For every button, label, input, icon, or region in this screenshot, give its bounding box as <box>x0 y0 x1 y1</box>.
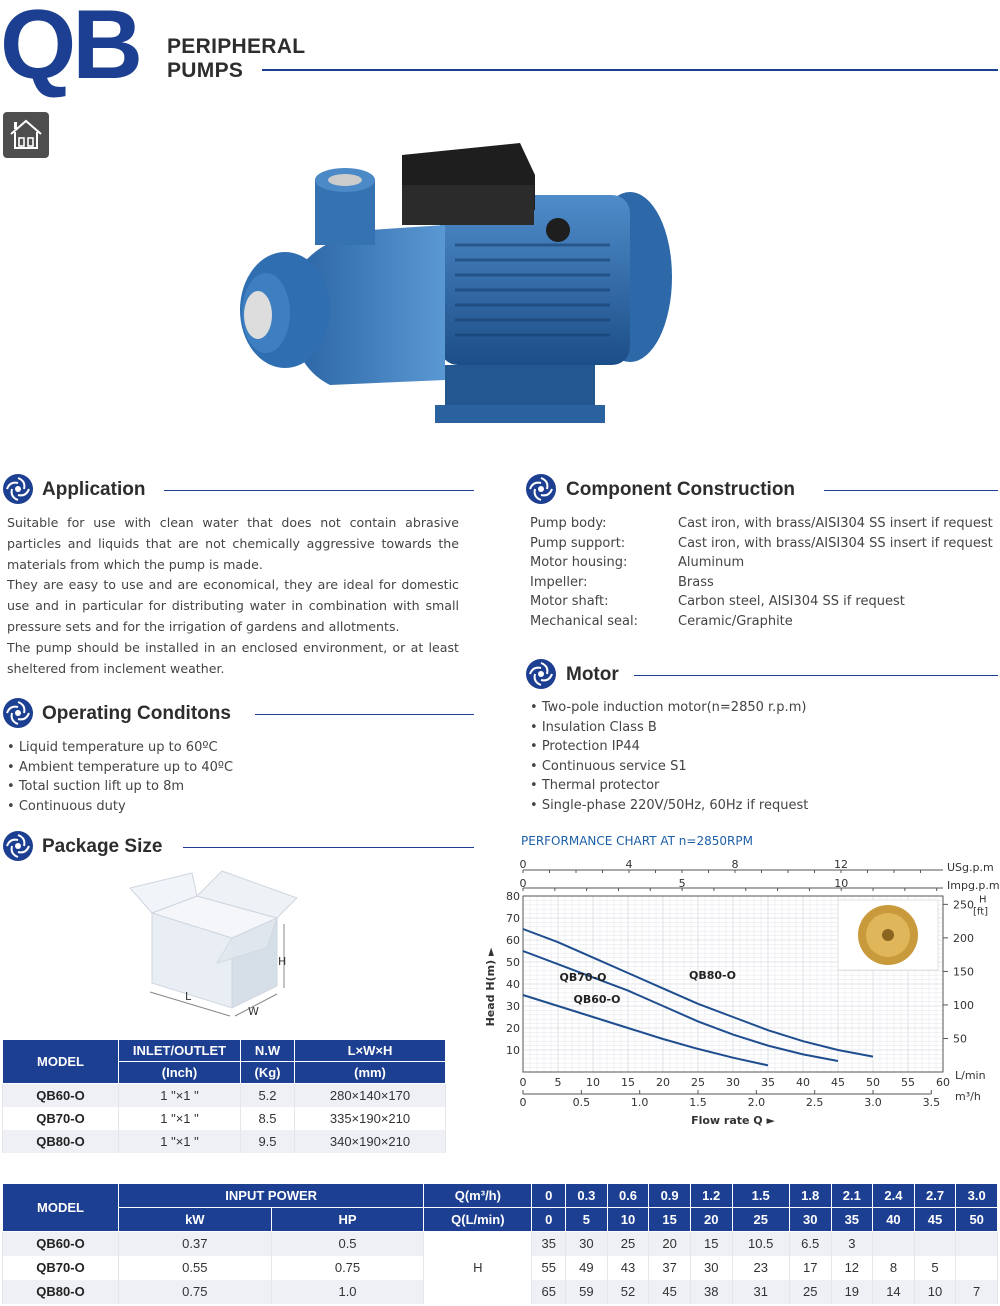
house-indoor-icon <box>3 112 49 158</box>
application-paragraph: Suitable for use with clean water that does not contain abrasive particles and liquids that are not chemically aggressive towards the materials from which the pump is made. <box>7 515 459 572</box>
x-tick-label: 60 <box>936 1076 950 1089</box>
perf-q-lmin-cell: 30 <box>789 1208 831 1232</box>
perf-cell-head: 6.5 <box>789 1232 831 1256</box>
pump-product-image <box>230 135 690 435</box>
x-tick-label: 20 <box>656 1076 670 1089</box>
perf-header-hp: HP <box>271 1208 424 1232</box>
perf-q-m3h-cell: 2.1 <box>831 1184 873 1208</box>
component-key: Pump body: <box>530 516 607 531</box>
perf-q-m3h-cell: 1.5 <box>732 1184 789 1208</box>
header-rule <box>262 69 998 71</box>
impgpm-unit-label: Impg.p.m <box>947 879 1000 892</box>
pkg-header-model: MODEL <box>3 1040 119 1084</box>
m3h-tick-label: 3.0 <box>864 1096 882 1109</box>
motor-item: • Two-pole induction motor(n=2850 r.p.m) <box>530 698 808 718</box>
qb-logo: QB <box>0 0 139 99</box>
m3h-tick-label: 1.0 <box>630 1096 649 1109</box>
operating-item: • Liquid temperature up to 60ºC <box>7 738 233 758</box>
perf-q-lmin-cell: 25 <box>732 1208 789 1232</box>
perf-cell-head: 3 <box>831 1232 873 1256</box>
pkg-cell-nw: 8.5 <box>241 1107 295 1130</box>
component-row <box>530 612 1000 632</box>
component-value: Aluminum <box>678 555 745 571</box>
application-rule <box>164 490 474 491</box>
pkg-header-inlet: INLET/OUTLET <box>119 1040 241 1062</box>
perf-header-kw: kW <box>119 1208 272 1232</box>
perf-cell-head: 17 <box>789 1256 831 1280</box>
pkg-cell-nw: 9.5 <box>241 1130 295 1153</box>
package-table <box>2 1039 446 1153</box>
y-tick-label: 60 <box>506 934 520 947</box>
x-tick-label: 40 <box>796 1076 810 1089</box>
application-body <box>7 513 459 679</box>
motor-rule <box>634 675 998 676</box>
pkg-cell-model: QB80-O <box>3 1130 119 1153</box>
swirl-section-icon <box>2 697 34 729</box>
box-l-label: L <box>185 990 192 1003</box>
motor-list <box>530 698 808 816</box>
performance-table <box>2 1183 998 1304</box>
table-row <box>3 1084 446 1107</box>
motor-title: Motor <box>566 664 619 685</box>
pkg-cell-dim: 340×190×210 <box>295 1130 446 1153</box>
motor-item: • Thermal protector <box>530 776 808 796</box>
component-row <box>530 514 1000 534</box>
swirl-section-icon <box>525 473 557 505</box>
pkg-header-inlet-unit: (Inch) <box>119 1062 241 1084</box>
perf-cell-head: 20 <box>649 1232 691 1256</box>
usgpm-tick-label: 0 <box>519 858 527 871</box>
pkg-cell-dim: 280×140×170 <box>295 1084 446 1107</box>
perf-cell-head: 59 <box>566 1280 608 1304</box>
perf-cell-head: 25 <box>789 1280 831 1304</box>
box-w-label: W <box>248 1005 259 1018</box>
component-row <box>530 573 1000 593</box>
x-tick-label: 45 <box>831 1076 845 1089</box>
perf-cell-model: QB70-O <box>3 1256 119 1280</box>
perf-q-lmin-cell: 0 <box>532 1208 566 1232</box>
perf-q-lmin-cell: 10 <box>607 1208 649 1232</box>
perf-q-m3h-cell: 2.4 <box>873 1184 915 1208</box>
y-axis-title: Head H(m) ► <box>484 947 497 1027</box>
component-value: Carbon steel, AISI304 SS if request <box>678 594 905 610</box>
component-value: Cast iron, with brass/AISI304 SS insert if request <box>678 516 993 531</box>
ft-tick-label: 200 <box>953 931 974 945</box>
perf-cell-head: 7 <box>956 1280 998 1304</box>
operating-rule <box>255 714 474 715</box>
component-key: Mechanical seal: <box>530 613 639 629</box>
x-tick-label: 10 <box>586 1076 600 1089</box>
operating-item: • Ambient temperature up to 40ºC <box>7 758 233 778</box>
m3h-tick-label: 2.0 <box>747 1096 766 1109</box>
y-tick-label: 50 <box>506 956 520 969</box>
perf-cell-model: QB80-O <box>3 1280 119 1304</box>
motor-item: • Protection IP44 <box>530 737 808 757</box>
perf-header-input-power: INPUT POWER <box>119 1184 424 1208</box>
operating-item: • Continuous duty <box>7 797 233 817</box>
perf-cell-head: 5 <box>914 1256 956 1280</box>
component-rule <box>824 490 998 491</box>
component-key: Pump support: <box>530 535 626 551</box>
perf-header-q-m3h: Q(m³/h) <box>424 1184 532 1208</box>
ft-tick-label: 50 <box>953 1032 967 1046</box>
component-row <box>530 534 1000 554</box>
x-tick-label: 25 <box>691 1076 705 1089</box>
perf-q-m3h-cell: 1.2 <box>690 1184 732 1208</box>
perf-cell-head: 49 <box>566 1256 608 1280</box>
perf-q-lmin-cell: 20 <box>690 1208 732 1232</box>
perf-cell-head: 38 <box>690 1280 732 1304</box>
x-tick-label: 55 <box>901 1076 915 1089</box>
x-tick-label: 35 <box>761 1076 775 1089</box>
perf-q-lmin-cell: 15 <box>649 1208 691 1232</box>
swirl-section-icon <box>2 473 34 505</box>
pkg-header-dim-unit: (mm) <box>295 1062 446 1084</box>
swirl-section-icon <box>2 830 34 862</box>
perf-cell-kw: 0.55 <box>119 1256 272 1280</box>
application-title: Application <box>42 479 146 500</box>
ft-unit-h: H <box>979 894 987 906</box>
motor-item: • Continuous service S1 <box>530 757 808 777</box>
pkg-header-nw: N.W <box>241 1040 295 1062</box>
pkg-header-dim: L×W×H <box>295 1040 446 1062</box>
pkg-cell-inlet: 1 "×1 " <box>119 1130 241 1153</box>
y-tick-label: 10 <box>506 1044 520 1057</box>
perf-cell-head: 14 <box>873 1280 915 1304</box>
component-value: Ceramic/Graphite <box>678 613 793 629</box>
m3h-tick-label: 2.5 <box>805 1096 824 1109</box>
page-title-line1: PERIPHERAL <box>167 35 306 58</box>
box-h-label: H <box>278 955 287 968</box>
y-tick-label: 40 <box>506 978 520 991</box>
series-line-qb60-o <box>523 995 768 1065</box>
package-title: Package Size <box>42 836 163 857</box>
performance-chart <box>478 852 1000 1164</box>
pkg-cell-model: QB70-O <box>3 1107 119 1130</box>
perf-q-m3h-cell: 3.0 <box>956 1184 998 1208</box>
perf-q-lmin-cell: 40 <box>873 1208 915 1232</box>
component-key: Motor shaft: <box>530 594 609 610</box>
x-tick-label: 30 <box>726 1076 740 1089</box>
component-key: Impeller: <box>530 574 588 590</box>
m3h-tick-label: 0 <box>519 1096 527 1109</box>
perf-cell-head <box>956 1232 998 1256</box>
m3h-tick-label: 0.5 <box>572 1096 591 1109</box>
series-label: QB80-O <box>689 968 736 982</box>
table-row <box>3 1232 998 1256</box>
perf-cell-head: 8 <box>873 1256 915 1280</box>
operating-title: Operating Conditons <box>42 703 231 724</box>
package-rule <box>183 847 474 848</box>
component-row <box>530 592 1000 612</box>
table-row <box>3 1130 446 1153</box>
perf-cell-head <box>956 1256 998 1280</box>
component-key: Motor housing: <box>530 555 628 571</box>
m3h-unit-label: m³/h <box>955 1090 981 1103</box>
x-tick-label: 5 <box>554 1076 562 1089</box>
swirl-section-icon <box>525 658 557 690</box>
application-paragraph: The pump should be installed in an enclosed environment, or at least sheltered from inclement weather. <box>7 639 459 676</box>
application-paragraph: They are easy to use and are economical, they are ideal for domestic use and in particular for distributing water in combination with small pressure sets and for the irrigation of gardens and allotments. <box>7 577 459 634</box>
pkg-cell-nw: 5.2 <box>241 1084 295 1107</box>
perf-cell-h-label: H <box>424 1232 532 1304</box>
impgpm-tick-label: 0 <box>519 877 527 890</box>
perf-q-lmin-cell: 35 <box>831 1208 873 1232</box>
y-tick-label: 20 <box>506 1022 520 1035</box>
series-label: QB60-O <box>573 993 621 1006</box>
usgpm-tick-label: 8 <box>731 858 739 871</box>
ft-tick-label: 150 <box>953 965 974 979</box>
pkg-header-nw-unit: (Kg) <box>241 1062 295 1084</box>
perf-cell-head: 15 <box>690 1232 732 1256</box>
table-row <box>3 1107 446 1130</box>
perf-cell-head: 19 <box>831 1280 873 1304</box>
perf-q-lmin-cell: 5 <box>566 1208 608 1232</box>
component-value: Brass <box>678 574 714 590</box>
component-row <box>530 553 1000 573</box>
m3h-tick-label: 3.5 <box>922 1096 941 1109</box>
perf-cell-head: 25 <box>607 1232 649 1256</box>
perf-cell-kw: 0.37 <box>119 1232 272 1256</box>
perf-q-lmin-cell: 50 <box>956 1208 998 1232</box>
performance-chart-svg <box>478 852 1000 1164</box>
perf-cell-hp: 0.5 <box>271 1232 424 1256</box>
perf-header-model: MODEL <box>3 1184 119 1232</box>
perf-cell-head: 55 <box>532 1256 566 1280</box>
series-label: QB70-O <box>559 971 607 984</box>
perf-cell-head: 65 <box>532 1280 566 1304</box>
component-list <box>530 514 1000 632</box>
component-value: Cast iron, with brass/AISI304 SS insert if request <box>678 535 993 551</box>
x-tick-label: 0 <box>519 1076 527 1089</box>
perf-cell-head: 10 <box>914 1280 956 1304</box>
perf-q-m3h-cell: 0.3 <box>566 1184 608 1208</box>
perf-cell-head <box>873 1232 915 1256</box>
ft-tick-label: 100 <box>953 998 974 1012</box>
perf-q-m3h-cell: 0.6 <box>607 1184 649 1208</box>
perf-cell-hp: 0.75 <box>271 1256 424 1280</box>
perf-q-lmin-cell: 45 <box>914 1208 956 1232</box>
ft-tick-label: 250 <box>953 898 974 912</box>
perf-q-m3h-cell: 2.7 <box>914 1184 956 1208</box>
perf-cell-kw: 0.75 <box>119 1280 272 1304</box>
perf-cell-head: 43 <box>607 1256 649 1280</box>
perf-cell-model: QB60-O <box>3 1232 119 1256</box>
component-title: Component Construction <box>566 479 796 500</box>
pkg-cell-dim: 335×190×210 <box>295 1107 446 1130</box>
x-unit-label: L/min <box>955 1069 986 1082</box>
perf-q-m3h-cell: 1.8 <box>789 1184 831 1208</box>
perf-header-q-lmin: Q(L/min) <box>424 1208 532 1232</box>
package-box-illustration <box>122 868 307 1020</box>
y-tick-label: 80 <box>506 890 520 903</box>
impeller-shaft-icon <box>882 929 894 941</box>
perf-cell-head: 12 <box>831 1256 873 1280</box>
chart-title: PERFORMANCE CHART AT n=2850RPM <box>521 834 753 848</box>
ft-unit-label: [ft] <box>973 906 989 918</box>
impgpm-tick-label: 5 <box>678 877 686 890</box>
y-tick-label: 70 <box>506 912 520 925</box>
perf-cell-head: 52 <box>607 1280 649 1304</box>
usgpm-unit-label: USg.p.m <box>947 861 994 874</box>
perf-cell-head: 30 <box>690 1256 732 1280</box>
perf-q-m3h-cell: 0 <box>532 1184 566 1208</box>
perf-cell-head: 45 <box>649 1280 691 1304</box>
perf-cell-head: 23 <box>732 1256 789 1280</box>
pkg-cell-inlet: 1 "×1 " <box>119 1084 241 1107</box>
m3h-tick-label: 1.5 <box>689 1096 707 1109</box>
perf-cell-head: 30 <box>566 1232 608 1256</box>
impgpm-tick-label: 10 <box>834 877 849 890</box>
perf-cell-hp: 1.0 <box>271 1280 424 1304</box>
x-tick-label: 50 <box>866 1076 880 1089</box>
page-title-line2: PUMPS <box>167 59 244 82</box>
y-tick-label: 30 <box>506 1000 520 1013</box>
x-tick-label: 15 <box>621 1076 635 1089</box>
motor-item: • Single-phase 220V/50Hz, 60Hz if request <box>530 796 808 816</box>
usgpm-tick-label: 4 <box>625 858 633 871</box>
perf-cell-head: 37 <box>649 1256 691 1280</box>
perf-q-m3h-cell: 0.9 <box>649 1184 691 1208</box>
operating-list <box>7 738 233 816</box>
perf-cell-head: 35 <box>532 1232 566 1256</box>
usgpm-tick-label: 12 <box>833 858 848 871</box>
perf-cell-head: 31 <box>732 1280 789 1304</box>
motor-item: • Insulation Class B <box>530 718 808 738</box>
x-axis-title: Flow rate Q ► <box>691 1114 775 1127</box>
pkg-cell-inlet: 1 "×1 " <box>119 1107 241 1130</box>
pkg-cell-model: QB60-O <box>3 1084 119 1107</box>
perf-cell-head <box>914 1232 956 1256</box>
perf-cell-head: 10.5 <box>732 1232 789 1256</box>
operating-item: • Total suction lift up to 8m <box>7 777 233 797</box>
